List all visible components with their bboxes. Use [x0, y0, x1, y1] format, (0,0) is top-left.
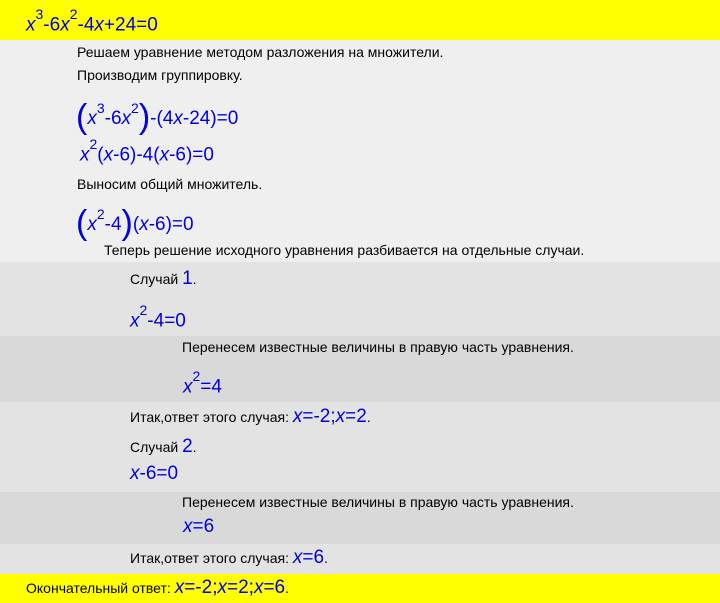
case2-transfer-text: Перенесем известные величины в правую часть уравнения.: [182, 494, 574, 510]
case1-band: [0, 262, 720, 336]
case2-equation: x-6=0: [130, 463, 179, 484]
common-factor-text: Выносим общий множитель.: [77, 176, 263, 192]
factored-equation: $x^2(x-6)-4(x-6)=0$: [80, 136, 214, 166]
final-answer: Окончательный ответ: x=-2;x=2;x=6.: [26, 577, 289, 598]
case2-answer-band: [0, 544, 720, 574]
cases-intro-text: Теперь решение исходного уравнения разбивается на отдельные случаи.: [104, 242, 585, 258]
case2-equation2: x=6: [183, 516, 215, 537]
intro-text: Решаем уравнение методом разложения на множители.: [77, 44, 444, 60]
common-factor-equation: $(x^2-4)(x-6)=0$: [76, 204, 194, 242]
case2-answer: Итак,ответ этого случая: x=6.: [130, 547, 328, 568]
grouping-text: Производим группировку.: [77, 67, 243, 83]
case2-title: Случай 2.: [130, 436, 197, 457]
case1-answer: Итак,ответ этого случая: x=-2;x=2.: [130, 406, 371, 427]
case1-title: Случай 1.: [130, 268, 197, 289]
case1-transfer-text: Перенесем известные величины в правую часть уравнения.: [182, 339, 574, 355]
grouped-equation: $(x^3-6x^2)-(4x-24)=0$: [76, 98, 239, 136]
case1-equation2: $x^2=4$: [183, 368, 222, 398]
case1-equation: $x^2-4=0$: [130, 302, 186, 332]
main-equation: $x^3-6x^2-4x+24=0$: [26, 6, 158, 36]
